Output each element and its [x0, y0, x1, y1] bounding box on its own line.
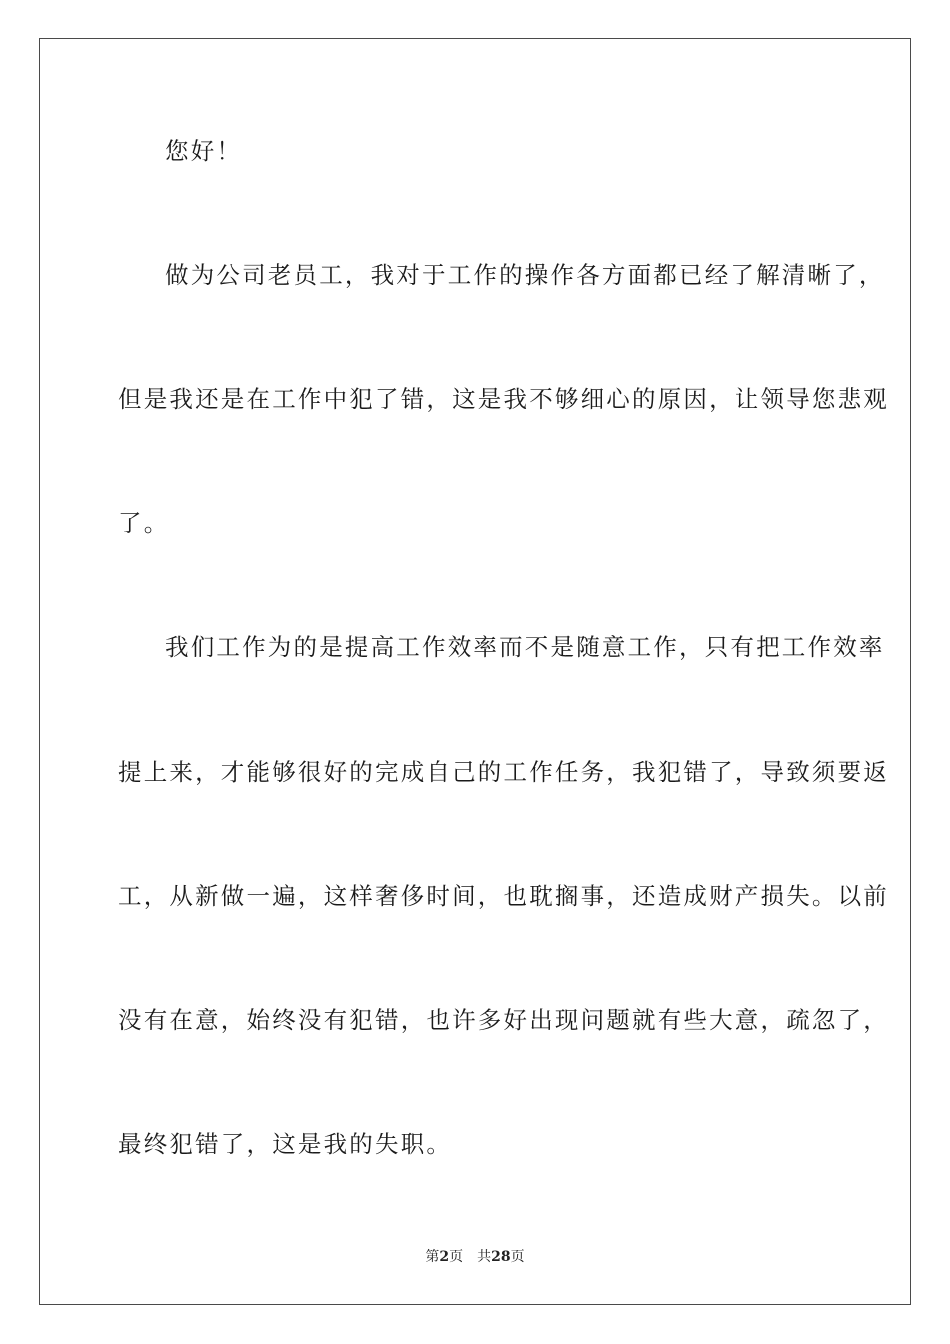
paragraph-line: 但是我还是在工作中犯了错，这是我不够细心的原因，让领导您悲观	[118, 385, 889, 413]
greeting-line: 您好！	[165, 137, 243, 165]
page-footer	[0, 1248, 950, 1266]
total-prefix: 共	[477, 1249, 492, 1265]
paragraph-line: 提上来，才能够很好的完成自己的工作任务，我犯错了，导致须要返	[118, 758, 889, 786]
page-prefix: 第	[425, 1249, 440, 1265]
paragraph-line: 做为公司老员工，我对于工作的操作各方面都已经了解清晰了，	[165, 261, 885, 289]
paragraph-line: 没有在意，始终没有犯错，也许多好出现问题就有些大意，疏忽了，	[118, 1006, 889, 1034]
paragraph-line: 工，从新做一遍，这样奢侈时间，也耽搁事，还造成财产损失。以前	[118, 882, 889, 910]
page-frame	[39, 38, 911, 1305]
paragraph-line: 我们工作为的是提高工作效率而不是随意工作，只有把工作效率	[165, 633, 885, 661]
paragraph-line: 最终犯错了，这是我的失职。	[118, 1130, 453, 1158]
total-page-number: 28	[491, 1249, 511, 1265]
page-suffix: 页	[449, 1249, 464, 1265]
total-suffix: 页	[510, 1249, 525, 1265]
current-page-number: 2	[439, 1249, 450, 1265]
paragraph-line: 了。	[118, 509, 170, 537]
